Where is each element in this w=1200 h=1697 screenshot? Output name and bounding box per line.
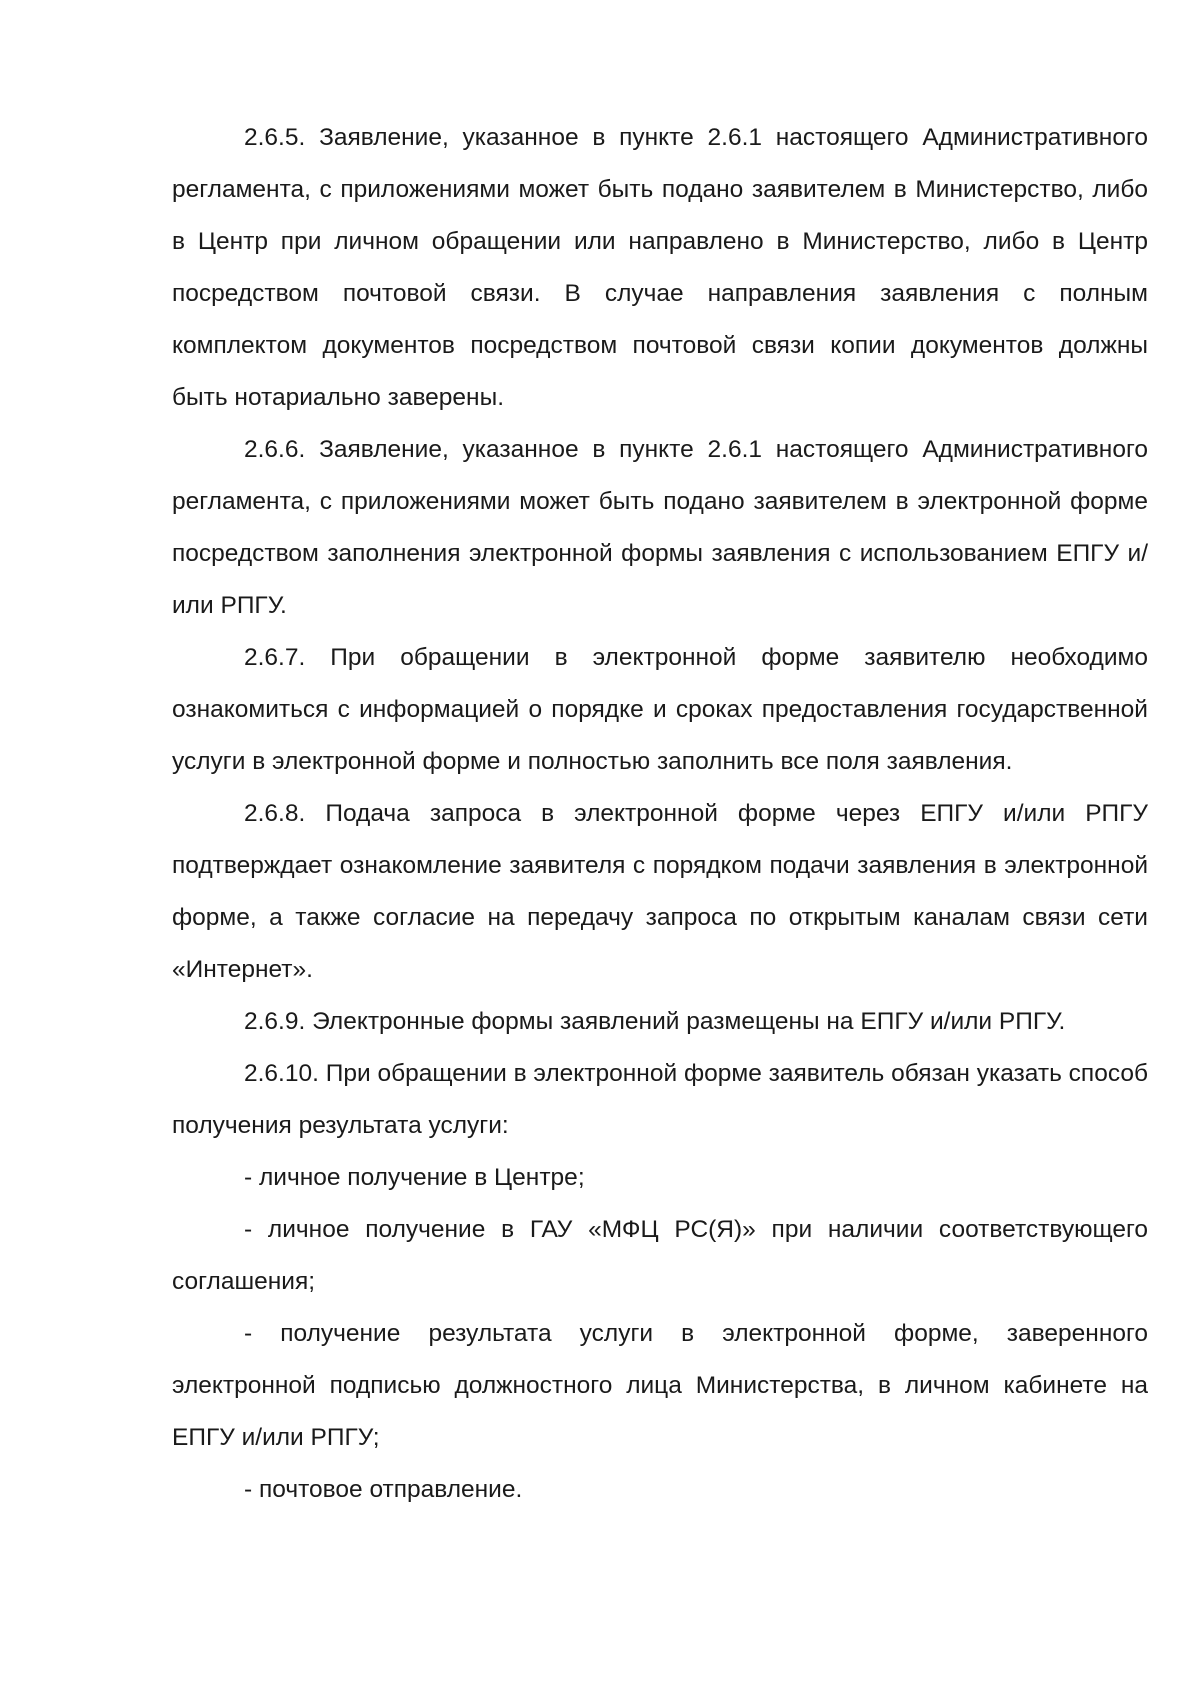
paragraph-2-6-6: 2.6.6. Заявление, указанное в пункте 2.6.1 настоящего Административного регламента, с приложениями может быть подано заявителем в электронной форме посредством заполнения электронной формы заявления с использованием ЕПГУ и/или РПГУ. <box>172 436 1148 619</box>
paragraph-2-6-10: 2.6.10. При обращении в электронной форме заявитель обязан указать способ получения результата услуги: <box>172 1060 1148 1139</box>
paragraph-2-6-7: 2.6.7. При обращении в электронной форме заявителю необходимо ознакомиться с информацией о порядке и сроках предоставления государственной услуги в электронной форме и полностью заполнить все поля заявления. <box>172 644 1148 775</box>
paragraph-2-6-5: 2.6.5. Заявление, указанное в пункте 2.6.1 настоящего Административного регламента, с приложениями может быть подано заявителем в Министерство, либо в Центр при личном обращении или направлено в Министерство, либо в Центр посредством почтовой связи. В случае направления заявления с полным комплектом документов посредством почтовой связи копии документов должны быть нотариально заверены. <box>172 124 1148 411</box>
document-body <box>172 112 1148 1516</box>
list-item-electronic: - получение результата услуги в электронной форме, заверенного электронной подписью должностного лица Министерства, в личном кабинете на ЕПГУ и/или РПГУ; <box>172 1320 1148 1451</box>
list-item-personal-center: - личное получение в Центре; <box>244 1164 585 1191</box>
paragraph-2-6-8: 2.6.8. Подача запроса в электронной форме через ЕПГУ и/или РПГУ подтверждает ознакомление заявителя с порядком подачи заявления в электронной форме, а также согласие на передачу запроса по открытым каналам связи сети «Интернет». <box>172 800 1148 983</box>
list-item-postal: - почтовое отправление. <box>244 1476 523 1503</box>
paragraph-2-6-9: 2.6.9. Электронные формы заявлений размещены на ЕПГУ и/или РПГУ. <box>244 1008 1066 1035</box>
list-item-personal-mfc: - личное получение в ГАУ «МФЦ РС(Я)» при наличии соответствующего соглашения; <box>172 1216 1148 1295</box>
